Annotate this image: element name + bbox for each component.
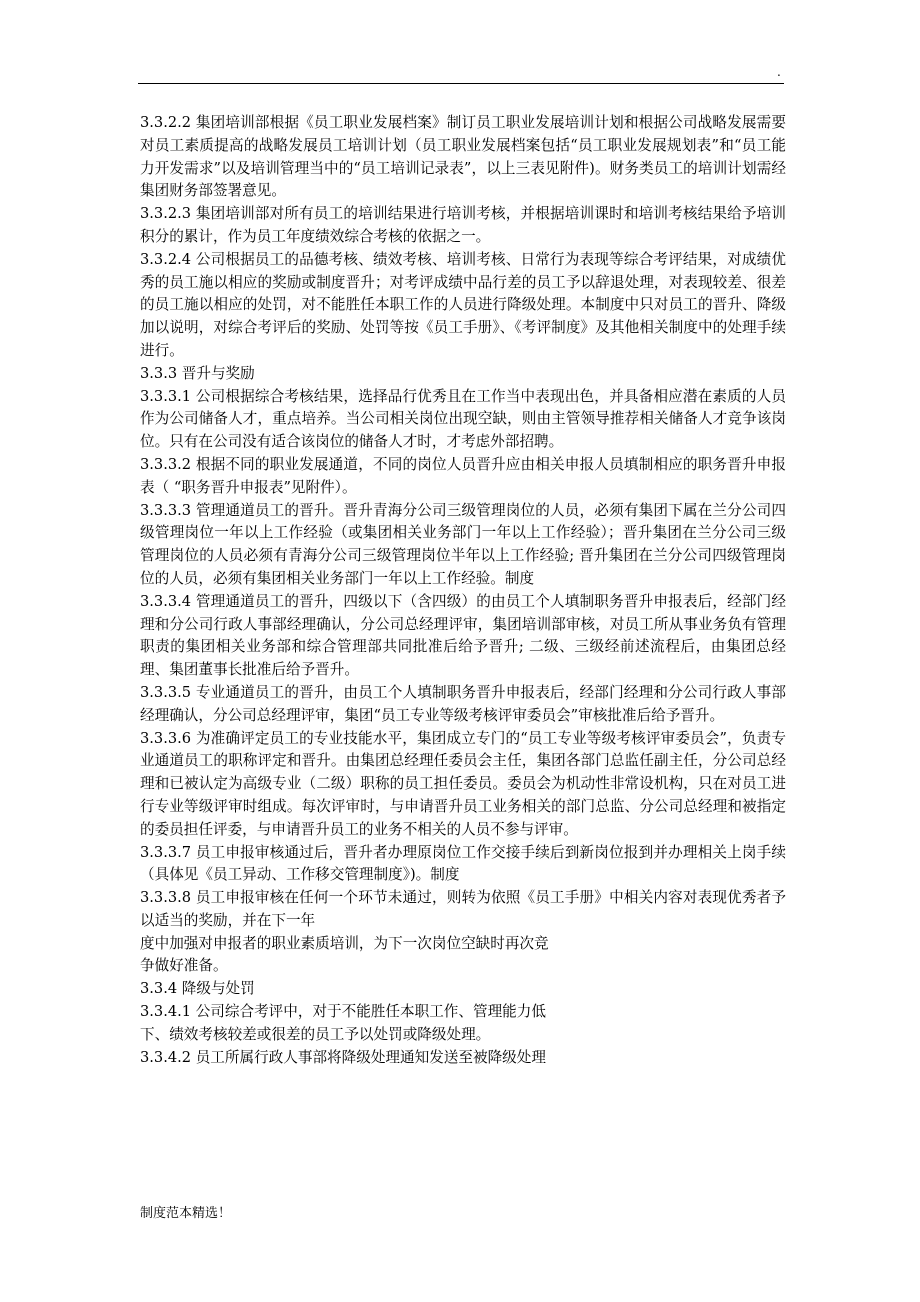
paragraph-3-3-2-4: 3.3.2.4 公司根据员工的品德考核、绩效考核、培训考核、日常行为表现等综合考评结果，对成绩优秀的员工施以相应的奖励或制度晋升；对考评成绩中品行差的员工予以辞退处理，对表现较差、很差的员工施以相应的处罚，对不能胜任本职工作的人员进行降级处理。本制度中只对员工的晋升、降级加以说明，对综合考评后的奖励、处罚等按《员工手册》、《考评制度》及其他相关制度中的处理手续进行。: [140, 250, 786, 359]
paragraph-3-3-3-1: 3.3.3.1 公司根据综合考核结果，选择品行优秀且在工作当中表现出色，并具备相应潜在素质的人员作为公司储备人才，重点培养。当公司相关岗位出现空缺，则由主管领导推荐相关储备人才竞争该岗位。只有在公司没有适合该岗位的储备人才时，才考虑外部招聘。: [140, 387, 786, 451]
footer-text: 制度范本精选！: [140, 1206, 232, 1221]
paragraph-3-3-3-2: 3.3.3.2 根据不同的职业发展通道，不同的岗位人员晋升应由相关申报人员填制相应的职务晋升申报表（ “职务晋升申报表”见附件）。: [140, 455, 786, 496]
paragraph-3-3-3-8-cont-1: 度中加强对申报者的职业素质培训，为下一次岗位空缺时再次竞: [140, 934, 549, 952]
paragraph-3-3-3-4: 3.3.3.4 管理通道员工的晋升，四级以下（含四级）的由员工个人填制职务晋升申报表后，经部门经理和分公司行政人事部经理确认，分公司总经理评审，集团培训部审核，对员工所从事业务负有管理职责的集团相关业务部和综合管理部共同批准后给予晋升; 二级、三级经前述流程后，由集团总经理、集团董事长批准后给予晋升。: [140, 592, 786, 679]
paragraph-3-3-3-3: 3.3.3.3 管理通道员工的晋升。晋升青海分公司三级管理岗位的人员，必须有集团下属在兰分公司四级管理岗位一年以上工作经验（或集团相关业务部门一年以上工作经验）；晋升集团在兰分公司三级管理岗位的人员必须有青海分公司三级管理岗位半年以上工作经验; 晋升集团在兰分公司四级管理岗位的人员，必须有集团相关业务部门一年以上工作经验。制度: [140, 501, 786, 587]
paragraph-3-3-3-7: 3.3.3.7 员工申报审核通过后，晋升者办理原岗位工作交接手续后到新岗位报到并办理相关上岗手续（具体见《员工异动、工作移交管理制度》)。制度: [140, 843, 786, 884]
section-heading-3-3-3: 3.3.3 晋升与奖励: [140, 364, 255, 382]
paragraph-3-3-4-1-cont: 下、绩效考核较差或很差的员工予以处罚或降级处理。: [140, 1025, 491, 1043]
paragraph-3-3-2-3: 3.3.2.3 集团培训部对所有员工的培训结果进行培训考核，并根据培训课时和培训考核结果给予培训积分的累计，作为员工年度绩效综合考核的依据之一。: [140, 205, 786, 245]
paragraph-3-3-3-5: 3.3.3.5 专业通道员工的晋升，由员工个人填制职务晋升申报表后，经部门经理和分公司行政人事部经理确认，分公司总经理评审，集团“员工专业等级考核评审委员会”审核批准后给予晋升。: [140, 683, 786, 724]
paragraph-3-3-2-2: 3.3.2.2 集团培训部根据《员工职业发展档案》制订员工职业发展培训计划和根据公司战略发展需要对员工素质提高的战略发展员工培训计划（员工职业发展档案包括“员工职业发展规划表”和“员工能力开发需求”以及培训管理当中的“员工培训记录表”，以上三表见附件)。财务类员工的培训计划需经集团财务部签署意见。: [140, 114, 786, 200]
document-body: [140, 112, 786, 1069]
paragraph-3-3-4-1: 3.3.4.1 公司综合考评中，对于不能胜任本职工作、管理能力低: [140, 1003, 546, 1021]
paragraph-3-3-4-2: 3.3.4.2 员工所属行政人事部将降级处理通知发送至被降级处理: [140, 1048, 546, 1066]
paragraph-3-3-3-6: 3.3.3.6 为准确评定员工的专业技能水平，集团成立专门的“员工专业等级考核评审委员会”，负责专业通道员工的职称评定和晋升。由集团总经理任委员会主任，集团各部门总监任副主任，分公司总经理和已被认定为高级专业（二级）职称的员工担任委员。委员会为机动性非常设机构，只在对员工进行专业等级评审时组成。每次评审时，与申请晋升员工业务相关的部门总监、分公司总经理和被指定的委员担任评委，与申请晋升员工的业务不相关的人员不参与评审。: [140, 729, 786, 838]
paragraph-3-3-3-8: 3.3.3.8 员工申报审核在任何一个环节未通过，则转为依照《员工手册》中相关内容对表现优秀者予以适当的奖励，并在下一年: [140, 889, 786, 929]
header-dot: .: [777, 65, 781, 79]
header-rule: [138, 83, 784, 84]
section-heading-3-3-4: 3.3.4 降级与处罚: [140, 980, 255, 998]
paragraph-3-3-3-8-cont-2: 争做好准备。: [140, 957, 228, 975]
